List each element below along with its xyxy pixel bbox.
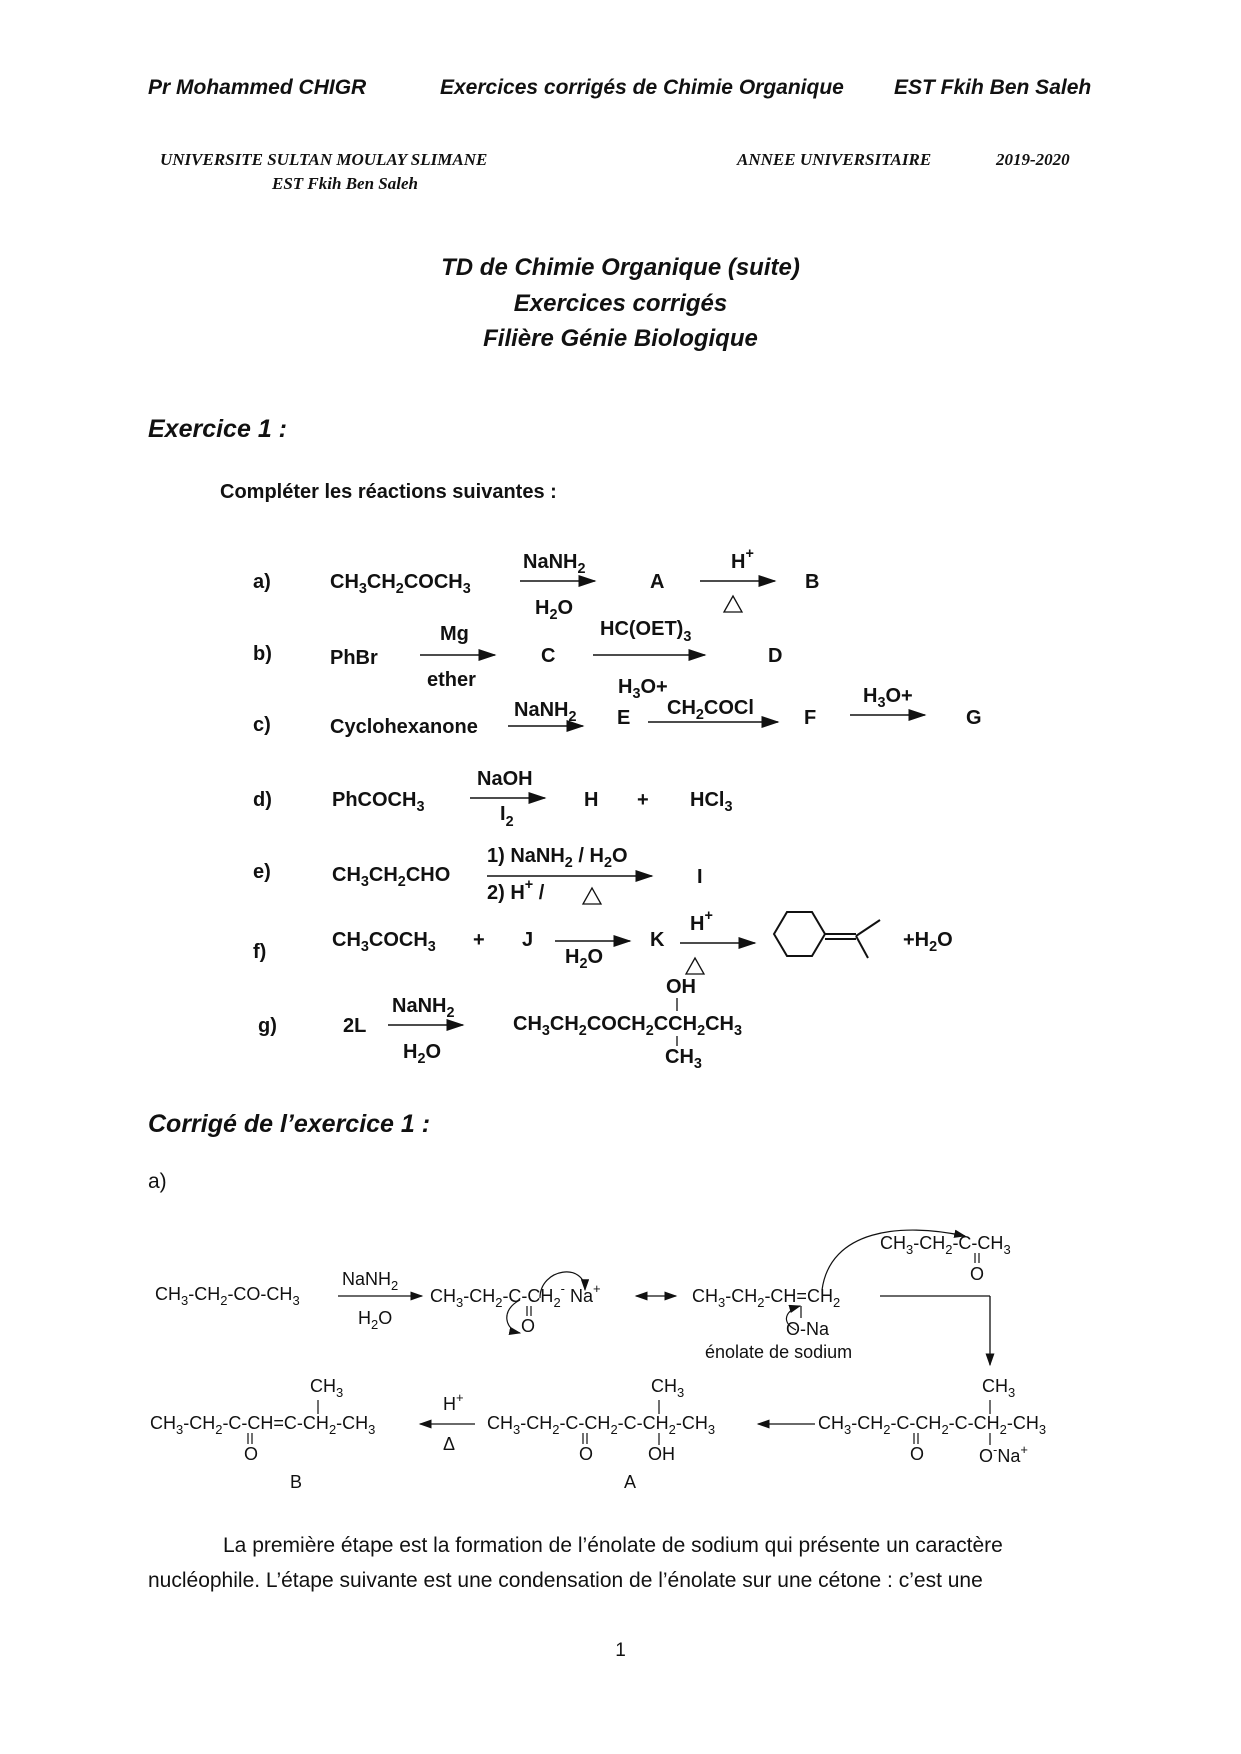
reagent-a-bottom: $H_2O$ [535, 597, 574, 623]
label-d: d) [253, 789, 272, 811]
compound-c-start: Cyclohexanone [330, 716, 478, 738]
compound-a-start: $CH_3CH_2COCH_3$ [330, 571, 471, 597]
title-line-3: Filière Génie Biologique [483, 325, 758, 352]
reagent-b-bottom: ether [427, 669, 476, 691]
reagent-c: NaNH$_2$ [514, 699, 577, 725]
header-school: EST Fkih Ben Saleh [894, 76, 1092, 99]
correction-heading: Corrigé de l’exercice 1 : [148, 1110, 431, 1138]
mech-product-B: $CH_3-CH_2-C-CH=C-CH_2-CH_3$ [150, 1413, 376, 1437]
reagent-d-top: NaOH [477, 768, 533, 790]
product-K: K [650, 929, 665, 951]
label-c: c) [253, 714, 271, 736]
reagent-g-bottom: $H_2O$ [403, 1041, 442, 1067]
school-name: EST Fkih Ben Saleh [272, 174, 418, 193]
paragraph-line-1: La première étape est la formation de l’énolate de sodium qui présente un caractère [223, 1534, 1003, 1557]
byproduct-d: HCl$_3$ [690, 789, 733, 815]
compound-e-start: $CH_3CH_2CHO$ [332, 864, 451, 890]
compound-d-start: PhCOCH$_3$ [332, 789, 425, 815]
reagent-a-top: NaNH$_2$ [523, 551, 586, 577]
mech-a-ch3: $CH_3$ [651, 1376, 685, 1400]
reagent-d-bottom: $I_2$ [500, 803, 514, 830]
reagent-g-top: NaNH$_2$ [392, 995, 455, 1021]
mech-acid: H+ [443, 1390, 464, 1414]
substituent-ch3-g: $CH_3$ [665, 1046, 702, 1072]
label-product-B: B [290, 1472, 303, 1492]
title-line-2: Exercices corrigés [513, 290, 728, 317]
product-C: C [541, 645, 556, 667]
product-I: I [697, 866, 703, 888]
mech-reagent-top: NaNH$_2$ [342, 1269, 399, 1293]
paragraph-line-2: nucléophile. L’étape suivante est une condensation de l’énolate sur une cétone : c’est une [148, 1569, 983, 1592]
mech-heat: Δ [443, 1434, 456, 1454]
mech-alkoxide-ch3: $CH_3$ [982, 1376, 1016, 1400]
reagent-b-2: $HC(OET)_3$ [600, 618, 692, 645]
label-b: b) [253, 643, 272, 665]
mech-electrophile-ketone: $CH_3-CH_2-C-CH_3$ [880, 1233, 1011, 1257]
product-H: H [584, 789, 599, 811]
reagent-b-top: Mg [440, 623, 469, 645]
product-E: E [617, 707, 631, 729]
plus-f: + [473, 929, 485, 951]
mech-carbanion-oxygen: O [521, 1316, 536, 1336]
enolate-label: énolate de sodium [705, 1342, 853, 1362]
exercise-heading: Exercice 1 : [148, 415, 287, 443]
title-line-1: TD de Chimie Organique (suite) [441, 254, 800, 281]
mech-enolate-ona: O-Na [786, 1319, 830, 1339]
explanation-paragraph [148, 1528, 1093, 1598]
label-product-A: A [624, 1472, 637, 1492]
mech-starting-ketone: $CH_3-CH_2-CO-CH_3$ [155, 1284, 300, 1308]
mech-alkoxide-oxygen: O [910, 1444, 925, 1464]
water-f: $+H_2O$ [903, 929, 953, 955]
page-number: 1 [615, 1640, 626, 1661]
mech-enolate: $CH_3-CH_2-CH=CH_2$ [692, 1286, 841, 1310]
mech-electrophile-oxygen: O [970, 1264, 985, 1284]
academic-year-label: ANNEE UNIVERSITAIRE [737, 150, 932, 169]
acid-f: H+ [690, 908, 713, 935]
compound-f-start: $CH_3COCH_3$ [332, 929, 436, 955]
university-name: UNIVERSITE SULTAN MOULAY SLIMANE [160, 150, 488, 169]
product-g: $CH_3CH_2COCH_2CCH_2CH_3$ [513, 1013, 742, 1039]
academic-year: 2019-2020 [996, 150, 1070, 169]
reactant-2L: 2L [343, 1015, 367, 1037]
substituent-oh-g: OH [666, 976, 696, 998]
correction-part-label: a) [148, 1170, 167, 1193]
mech-alkoxide-ona: O-Na+ [979, 1442, 1028, 1466]
header-author: Pr Mohammed CHIGR [148, 76, 367, 99]
reagent-e-step1: 1) NaNH$_2$ / $H_2O$ [487, 845, 628, 871]
acid-a: H+ [731, 546, 754, 573]
reagent-c-3: $H_3O+$ [863, 685, 913, 711]
header-course: Exercices corrigés de Chimie Organique [440, 76, 844, 99]
reactant-J: J [522, 929, 534, 951]
compound-b-start: PhBr [330, 647, 378, 669]
label-a: a) [253, 571, 271, 593]
mech-reagent-bottom: $H_2O$ [358, 1308, 393, 1332]
mech-product-A: $CH_3-CH_2-C-CH_2-C-CH_2-CH_3$ [487, 1413, 716, 1437]
product-D: D [768, 645, 783, 667]
reagent-e-step2: 2) H+ / [487, 877, 545, 904]
mech-alkoxide: $CH_3-CH_2-C-CH_2-C-CH_2-CH_3$ [818, 1413, 1047, 1437]
label-e: e) [253, 861, 271, 883]
exercise-instruction: Compléter les réactions suivantes : [220, 481, 557, 503]
reagent-f: $H_2O$ [565, 946, 604, 972]
product-A: A [650, 571, 665, 593]
mech-carbanion: $CH_3-CH_2-C-CH_2^-$ Na+ [430, 1281, 601, 1310]
product-F: F [804, 707, 817, 729]
label-f: f) [253, 941, 267, 963]
product-G: G [966, 707, 982, 729]
mech-a-oxygen: O [579, 1444, 594, 1464]
mech-a-oh: OH [648, 1444, 675, 1464]
label-g: g) [258, 1015, 277, 1037]
mech-b-oxygen: O [244, 1444, 259, 1464]
reagent-c-2: $CH_2COCl$ [667, 697, 754, 723]
product-B: B [805, 571, 820, 593]
mech-b-ch3: $CH_3$ [310, 1376, 344, 1400]
reagent-c-h3o: $H_3O+$ [618, 676, 668, 702]
plus-d: + [637, 789, 649, 811]
